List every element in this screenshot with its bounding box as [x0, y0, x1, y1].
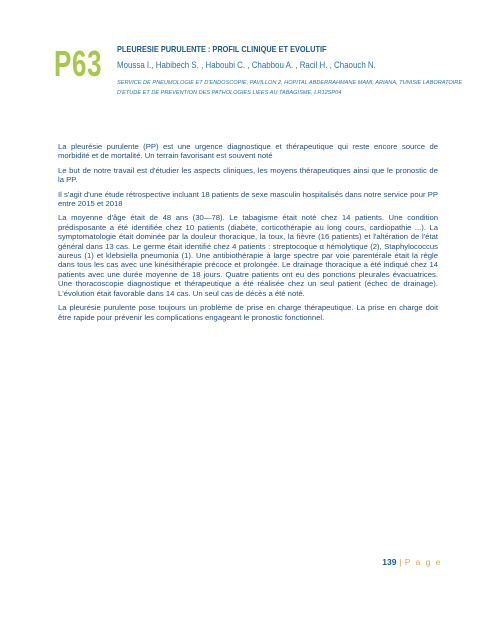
- abstract-header: [117, 44, 463, 98]
- page-label: P a g e: [404, 557, 442, 567]
- paragraph-conclusion: La pleurésie purulente pose toujours un problème de prise en charge thérapeutique. La prise en charge doit être rapide pour prévenir les complications engageant le pronostic fonctionnel.: [58, 303, 438, 322]
- paragraph-methods: Il s'agit d'une étude rétrospective incluant 18 patients de sexe masculin hospitalisés dans notre service pour PP entre 2015 et 2018: [58, 189, 438, 209]
- page-number: 139: [382, 557, 397, 567]
- paragraph-results: La moyenne d'âge était de 48 ans (30—78). Le tabagisme était noté chez 14 patients. Une condition prédisposante a été identifiée chez 10 patients (diabète, corticothérapie au long cours, cardiopathie ...). La symptomatologie était dominée par la douleur thoracique, la toux, la fièvre (16 patients) et l'altération de l'état général dans 13 cas. Le germe était identifié chez 4 patients : streptocoque α hémolytique (2), Staphylococcus aureus (1) et klebsiella pneumonia (1). Une antibiothérapie à large spectre par voie parentérale était la règle dans tous les cas avec une kinésithérapie précoce et prolongée. Le drainage thoracique a été indiqué chez 14 patients avec une durée moyenne de 18 jours. Quatre patients ont eu des ponctions pleurales évacuatrices. Une thoracoscopie diagnostique et thérapeutique a été réalisée chez un seul patient (échec de drainage). L'évolution était favorable dans 14 cas. Un seul cas de décès a été noté.: [58, 213, 438, 298]
- paragraph-intro: La pleurésie purulente (PP) est une urgence diagnostique et thérapeutique qui reste encore source de morbidité et de mortalité. Un terrain favorisant est souvent noté: [58, 142, 438, 161]
- abstract-title: PLEURESIE PURULENTE : PROFIL CLINIQUE ET EVOLUTIF: [117, 44, 327, 54]
- paragraph-objective: Le but de notre travail est d'étudier les aspects cliniques, les moyens thérapeutiques ainsi que le pronostic de la PP.: [58, 165, 438, 185]
- authors: Moussa I., Habibech S. , Haboubi C. , Chabbou A. , Racil H. , Chaouch N.: [117, 60, 376, 70]
- affiliation: SERVICE DE PNEUMOLOGIE ET D'ENDOSCOPIE, PAVILLON 2, HOPITAL ABDERRAHMANE MAMI, ARIANA, TUNISIE LABORATOIRE D'ETUDE ET DE PREVENTION DES PATHOLOGIES LIEES AU TABAGISME, LR12SP04: [117, 80, 463, 96]
- abstract-body: [58, 142, 438, 327]
- page-footer: [382, 557, 442, 567]
- footer-separator: |: [399, 557, 402, 567]
- poster-code: P63: [54, 43, 103, 84]
